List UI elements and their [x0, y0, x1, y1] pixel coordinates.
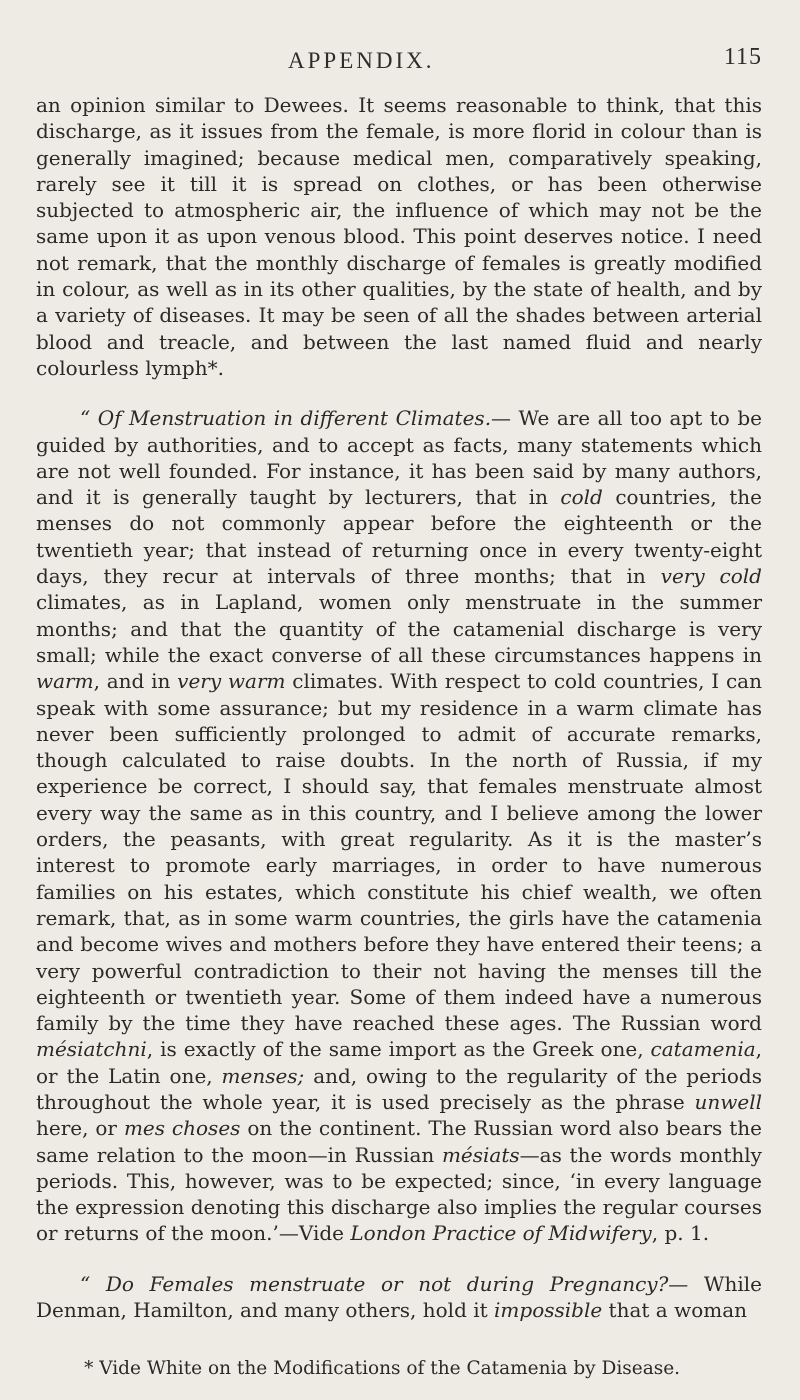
text-run: —as the words monthly periods. This, however, was to be expected; since, ‘in every language the expression denoting this discharge also implies the regular courses or returns of the moon.’—Vide	[36, 1142, 762, 1246]
emphasis: impossible	[494, 1298, 603, 1323]
emphasis: mésiatchni	[36, 1037, 147, 1062]
paragraph-menstruation-climates	[36, 405, 762, 1247]
emphasis: very cold	[660, 564, 762, 589]
text-run: , and in	[93, 669, 178, 694]
text-run: on the continent. The Russian word also bears the same relation to the moon—in Russian	[36, 1116, 762, 1167]
footnote: * Vide White on the Modifications of the Catamenia by Disease.	[84, 1358, 681, 1380]
emphasis: mésiats	[441, 1142, 520, 1167]
running-head	[36, 44, 762, 92]
emphasis: mes choses	[123, 1116, 241, 1141]
section-lead-climates: “ Of Menstruation in different Climates.	[80, 406, 492, 431]
text-run: countries, the menses do not commonly appear before the eighteenth or the twentieth year; that instead of returning once in every twenty-eight days, they recur at intervals of three months; that in	[36, 485, 762, 589]
section-lead-pregnancy: “ Do Females menstruate or not during Pregnancy?	[80, 1271, 669, 1296]
text-run: and, owing to the regularity of the periods throughout the whole year, it is used precisely as the phrase	[36, 1063, 762, 1114]
emphasis: very warm	[177, 669, 286, 694]
paragraph-1: an opinion similar to Dewees. It seems reasonable to think, that this discharge, as it issues from the female, is more florid in colour than is generally imagined; because medical men, comparatively speaking, rarely see it till it is spread on clothes, or has been otherwise subjected to atmospheric air, the influence of which may not be the same upon it as upon venous blood. This point deserves notice. I need not remark, that the monthly discharge of females is greatly modified in colour, as well as in its other qualities, by the state of health, and by a variety of diseases. It may be seen of all the shades between arterial blood and treacle, and between the last named fluid and nearly colourless lymph*.	[36, 93, 762, 380]
text-run: , p. 1.	[651, 1221, 710, 1246]
running-head-title: APPENDIX.	[288, 48, 435, 73]
text-run: , or the Latin one,	[36, 1037, 762, 1088]
book-page	[36, 44, 762, 1400]
emphasis: unwell	[694, 1089, 762, 1114]
emphasis: London Practice of Midwifery	[350, 1221, 652, 1246]
text-run: here, or	[36, 1116, 124, 1141]
page-number: 115	[723, 44, 762, 70]
paragraph-pregnancy	[36, 1271, 762, 1324]
text-run: — While Denman, Hamilton, and many others, hold it	[36, 1271, 762, 1323]
text-run: climates. With respect to cold countries, I can speak with some assurance; but my residence in a warm climate has never been sufficiently prolonged to admit of accurate remarks, though calculated to raise doubts. In the north of Russia, if my experience be correct, I should say, that females menstruate almost every way the same as in this country, and I believe among the lower orders, the peasants, with great regularity. As it is the master’s interest to promote early marriages, in order to have numerous families on his estates, which constitute his chief wealth, we often remark, that, as in some warm countries, the girls have the catamenia and become wives and mothers before they have entered their teens; a very powerful contradiction to their not having the menses till the eighteenth or twentieth year. Some of them indeed have a numerous family by the time they have reached these ages. The Russian word	[36, 669, 762, 1036]
text-run: — We are all too apt to be guided by authorities, and to accept as facts, many statements which are not well founded. For instance, it has been said by many authors, and it is generally taught by lecturers, that in	[36, 406, 762, 510]
text-run: , is exactly of the same import as the Greek one,	[146, 1037, 651, 1062]
emphasis: menses;	[221, 1063, 305, 1088]
text-run: climates, as in Lapland, women only menstruate in the summer months; and that the quantity of the catamenial discharge is very small; while the exact converse of all these circumstances happens in	[36, 590, 762, 667]
text-run: that a woman	[602, 1298, 748, 1323]
emphasis: catamenia	[650, 1037, 756, 1062]
emphasis: warm	[36, 669, 94, 694]
emphasis: cold	[560, 485, 603, 510]
